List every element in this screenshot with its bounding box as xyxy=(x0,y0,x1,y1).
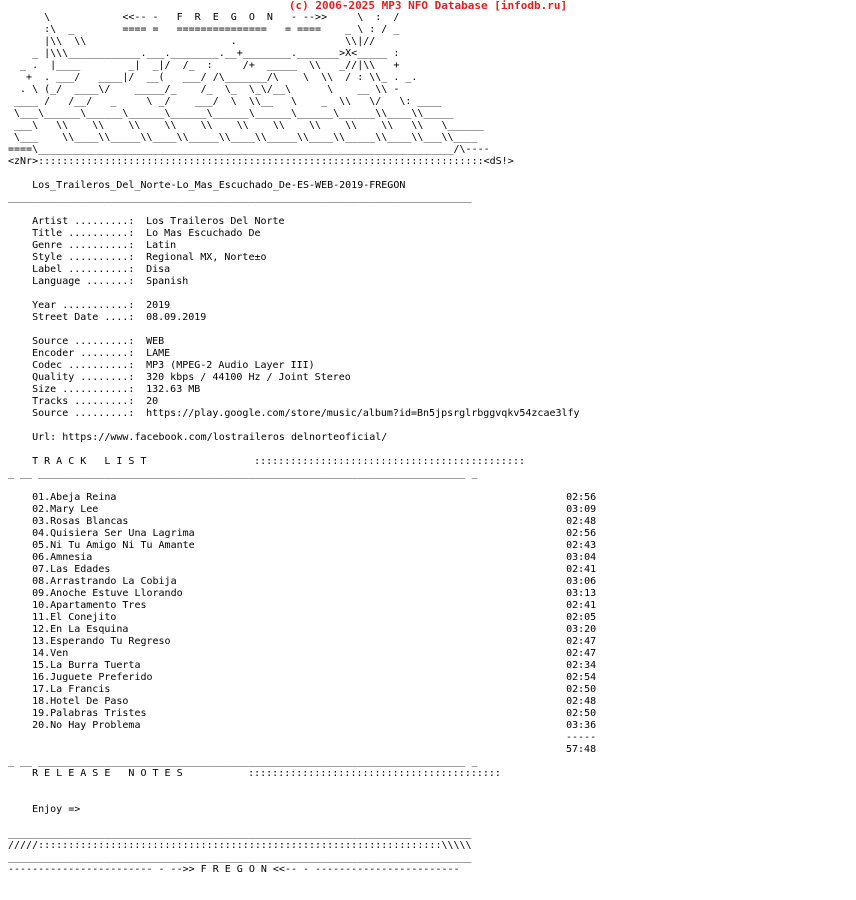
track-time: 03:20 xyxy=(566,624,597,635)
track-time: 03:06 xyxy=(566,576,597,587)
footer-line xyxy=(8,852,596,864)
ascii-art-line xyxy=(8,36,596,48)
track-time: 03:36 xyxy=(566,720,597,731)
blank-line xyxy=(8,480,596,492)
ascii-art-line-text: . \ (_/ ____\/ _____/_ /_ \_ \_\/__\ \ __ \\ - xyxy=(8,84,400,95)
track-row xyxy=(8,660,596,672)
ascii-art-line-text: \___\______\______\______\______\______\______\______\______\\____\\_____ xyxy=(8,108,454,119)
blank-line xyxy=(8,168,596,180)
footer-line-text: _____________________________________________________________________________ xyxy=(8,828,472,839)
track-time: 02:48 xyxy=(566,696,597,707)
track-time: 03:09 xyxy=(566,504,597,515)
section-divider-text: _ __ _______________________________________________________________________ _ xyxy=(8,756,478,767)
ascii-art-line xyxy=(8,12,596,24)
track-row xyxy=(8,684,596,696)
total-time-text: 57:48 xyxy=(566,744,597,755)
track-time: 02:50 xyxy=(566,684,597,695)
info-value: Spanish xyxy=(146,276,189,287)
ascii-art-line xyxy=(8,108,596,120)
track-title: 15.La Burra Tuerta xyxy=(32,660,141,671)
ascii-art-line-text: |\\ \\ . \\|// xyxy=(8,36,376,47)
ascii-art-line xyxy=(8,132,596,144)
info-value: 320 kbps / 44100 Hz / Joint Stereo xyxy=(146,372,351,383)
ascii-art-line-text: ====\_____________________________________________________________________/\---- xyxy=(8,144,490,155)
info-value: Regional MX, Norte±o xyxy=(146,252,267,263)
section-divider xyxy=(8,756,596,768)
track-time: 03:13 xyxy=(566,588,597,599)
info-value: Los Traileros Del Norte xyxy=(146,216,285,227)
track-time: 02:56 xyxy=(566,492,597,503)
info-label: Genre ..........: xyxy=(32,240,135,251)
track-row xyxy=(8,612,596,624)
ascii-art-line-text: _ |\\\____________.___.________.__+________._______>X<_____ : xyxy=(8,48,400,59)
info-label: Size ...........: xyxy=(32,384,135,395)
track-time: 02:47 xyxy=(566,648,597,659)
info-label: Year ...........: xyxy=(32,300,135,311)
ascii-art-line xyxy=(8,60,596,72)
info-row xyxy=(8,408,596,420)
ascii-art-line xyxy=(8,72,596,84)
info-value: MP3 (MPEG-2 Audio Layer III) xyxy=(146,360,315,371)
ascii-art-line xyxy=(8,156,596,168)
section-divider-text: _ __ _______________________________________________________________________ _ xyxy=(8,468,478,479)
track-time: 02:05 xyxy=(566,612,597,623)
track-title: 20.No Hay Problema xyxy=(32,720,141,731)
info-value: 132.63 MB xyxy=(146,384,201,395)
release-notes-text-text: Enjoy => xyxy=(32,804,81,815)
info-row xyxy=(8,336,596,348)
info-label: Source .........: xyxy=(32,336,135,347)
ascii-art-line-text: ____ / /__/ _ \ _/ ___/ \ \\__ \ _ \\ \/ \: ____ xyxy=(8,96,442,107)
info-row xyxy=(8,228,596,240)
track-row xyxy=(8,564,596,576)
section-divider xyxy=(8,468,596,480)
nfo-database-credit: (c) 2006-2025 MP3 NFO Database [infodb.ru] xyxy=(288,0,568,12)
track-title: 08.Arrastrando La Cobija xyxy=(32,576,177,587)
track-row xyxy=(8,636,596,648)
source-url-text: Url: https://www.facebook.com/lostraileros delnorteoficial/ xyxy=(32,432,388,443)
ascii-art-line-text: \ <<-- - F R E G O N - -->> \ : / xyxy=(8,12,400,23)
footer-line-text: _____________________________________________________________________________ xyxy=(8,852,472,863)
track-title: 11.El Conejito xyxy=(32,612,117,623)
nfo-document xyxy=(8,12,596,876)
track-title: 06.Amnesia xyxy=(32,552,93,563)
separator-rule xyxy=(8,192,596,204)
track-row xyxy=(8,504,596,516)
track-title: 17.La Francis xyxy=(32,684,111,695)
track-title: 19.Palabras Tristes xyxy=(32,708,147,719)
tracklist-header xyxy=(8,456,596,468)
info-label: Street Date ....: xyxy=(32,312,135,323)
info-row xyxy=(8,372,596,384)
blank-line xyxy=(8,780,596,792)
ascii-art-line xyxy=(8,96,596,108)
info-value: Latin xyxy=(146,240,177,251)
info-label: Encoder ........: xyxy=(32,348,135,359)
ascii-art-line xyxy=(8,120,596,132)
info-row xyxy=(8,264,596,276)
track-time: 02:43 xyxy=(566,540,597,551)
footer-line-text: /////:::::::::::::::::::::::::::::::::::::::::::::::::::::::::::::::::::\\\\\ xyxy=(8,840,472,851)
ascii-art-line-text: <zNr>::::::::::::::::::::::::::::::::::::::::::::::::::::::::::::::::::::::::::<dS!> xyxy=(8,156,514,167)
info-row xyxy=(8,384,596,396)
tracklist-title: T R A C K L I S T xyxy=(32,456,147,467)
info-value: https://play.google.com/store/music/album?id=Bn5jpsrglrbggvqkv54zcae3lfy xyxy=(146,408,580,419)
track-time: 02:34 xyxy=(566,660,597,671)
ascii-art-line-text: \___ \\____\\_____\\____\\_____\\____\\_____\\____\\_____\\____\\___\\____ xyxy=(8,132,478,143)
track-title: 04.Quisiera Ser Una Lagrima xyxy=(32,528,195,539)
track-row xyxy=(8,492,596,504)
track-title: 12.En La Esquina xyxy=(32,624,129,635)
info-row xyxy=(8,252,596,264)
track-row xyxy=(8,720,596,732)
ascii-art-line-text: ___\ \\ \\ \\ \\ \\ \\ \\ \\ \\ \\ \\ \______ xyxy=(8,120,484,131)
total-time xyxy=(8,744,596,756)
info-row xyxy=(8,396,596,408)
release-notes-header xyxy=(8,768,596,780)
track-title: 13.Esperando Tu Regreso xyxy=(32,636,171,647)
track-row xyxy=(8,672,596,684)
info-label: Quality ........: xyxy=(32,372,135,383)
track-time: 02:41 xyxy=(566,600,597,611)
track-title: 18.Hotel De Paso xyxy=(32,696,129,707)
ascii-art-line-text: :\ _ ==== = =============== = ==== _ \ : / _ xyxy=(8,24,400,35)
ascii-art-line xyxy=(8,24,596,36)
blank-line xyxy=(8,204,596,216)
track-row xyxy=(8,528,596,540)
ascii-art-line xyxy=(8,144,596,156)
blank-line xyxy=(8,288,596,300)
tracklist-dots: ::::::::::::::::::::::::::::::::::::::::::::: xyxy=(254,456,526,467)
info-label: Codec ..........: xyxy=(32,360,135,371)
track-time: 02:54 xyxy=(566,672,597,683)
blank-line xyxy=(8,792,596,804)
info-value: Lo Mas Escuchado De xyxy=(146,228,261,239)
footer-line xyxy=(8,840,596,852)
info-label: Language .......: xyxy=(32,276,135,287)
track-time: 02:50 xyxy=(566,708,597,719)
source-url xyxy=(8,432,596,444)
release-notes-title: R E L E A S E N O T E S xyxy=(32,768,183,779)
track-time: 02:47 xyxy=(566,636,597,647)
blank-line xyxy=(8,816,596,828)
info-label: Tracks .........: xyxy=(32,396,135,407)
blank-line xyxy=(8,324,596,336)
info-value: 08.09.2019 xyxy=(146,312,207,323)
release-name-text: Los_Traileros_Del_Norte-Lo_Mas_Escuchado_De-ES-WEB-2019-FREGON xyxy=(32,180,406,191)
release-name xyxy=(8,180,596,192)
total-rule-text: ----- xyxy=(566,732,597,743)
info-label: Source .........: xyxy=(32,408,135,419)
info-value: 2019 xyxy=(146,300,171,311)
info-value: Disa xyxy=(146,264,171,275)
track-title: 01.Abeja Reina xyxy=(32,492,117,503)
info-row xyxy=(8,240,596,252)
track-title: 14.Ven xyxy=(32,648,69,659)
info-label: Label ..........: xyxy=(32,264,135,275)
track-row xyxy=(8,648,596,660)
info-row xyxy=(8,276,596,288)
info-label: Title ..........: xyxy=(32,228,135,239)
total-rule xyxy=(8,732,596,744)
ascii-art-line-text: _ . |____ _| _|/ /_ : /+ _____ \\ _//|\\ + xyxy=(8,60,400,71)
track-row xyxy=(8,696,596,708)
ascii-art-line-text: + . ___/ ____|/ __( ___/ /\_______/\ \ \\ / : \\_ . _. xyxy=(8,72,418,83)
separator-rule-text: _____________________________________________________________________________ xyxy=(8,192,472,203)
track-row xyxy=(8,540,596,552)
track-row xyxy=(8,576,596,588)
release-notes-text xyxy=(8,804,596,816)
info-label: Style ..........: xyxy=(32,252,135,263)
footer-line-text: ------------------------ - -->> F R E G O N <<-- - ------------------------ xyxy=(8,864,460,875)
track-title: 09.Anoche Estuve Llorando xyxy=(32,588,183,599)
track-title: 02.Mary Lee xyxy=(32,504,99,515)
info-row xyxy=(8,216,596,228)
track-time: 02:56 xyxy=(566,528,597,539)
blank-line xyxy=(8,420,596,432)
ascii-art-line xyxy=(8,48,596,60)
track-row xyxy=(8,708,596,720)
footer-line xyxy=(8,864,596,876)
footer-line xyxy=(8,828,596,840)
blank-line xyxy=(8,444,596,456)
track-title: 05.Ni Tu Amigo Ni Tu Amante xyxy=(32,540,195,551)
track-title: 03.Rosas Blancas xyxy=(32,516,129,527)
info-row xyxy=(8,348,596,360)
release-notes-dots: :::::::::::::::::::::::::::::::::::::::::: xyxy=(248,768,501,779)
track-row xyxy=(8,552,596,564)
info-row xyxy=(8,300,596,312)
info-label: Artist .........: xyxy=(32,216,135,227)
info-row xyxy=(8,312,596,324)
track-title: 07.Las Edades xyxy=(32,564,111,575)
track-time: 02:41 xyxy=(566,564,597,575)
track-title: 10.Apartamento Tres xyxy=(32,600,147,611)
ascii-art-line xyxy=(8,84,596,96)
info-row xyxy=(8,360,596,372)
track-title: 16.Juguete Preferido xyxy=(32,672,153,683)
track-row xyxy=(8,516,596,528)
track-row xyxy=(8,600,596,612)
track-row xyxy=(8,624,596,636)
track-row xyxy=(8,588,596,600)
info-value: 20 xyxy=(146,396,159,407)
track-time: 03:04 xyxy=(566,552,597,563)
track-time: 02:48 xyxy=(566,516,597,527)
info-value: WEB xyxy=(146,336,165,347)
info-value: LAME xyxy=(146,348,171,359)
